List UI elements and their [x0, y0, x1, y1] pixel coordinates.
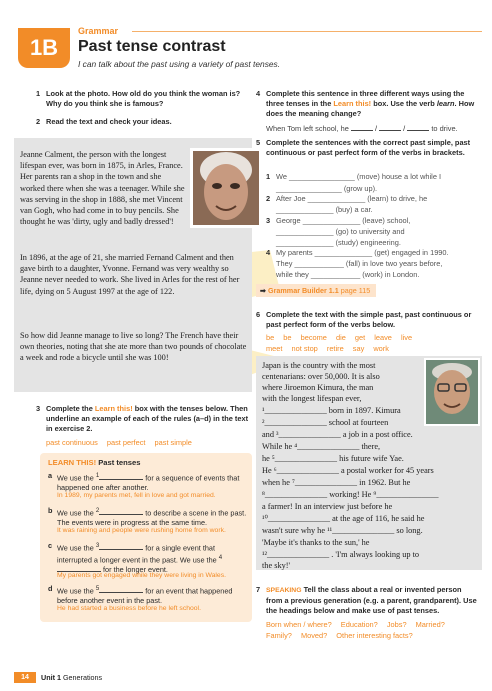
reading-line: he ⁵_______________ his future wife Yae. [262, 454, 404, 463]
separator: / [403, 124, 406, 133]
rule-text [57, 541, 249, 575]
reading-line: the sky!' [262, 561, 290, 570]
reading-line: and ³_______________ a job in a post office. [262, 430, 413, 439]
rule-letter: c [48, 541, 53, 550]
heading-option: Married? [415, 620, 445, 629]
heading-list-2 [266, 631, 420, 640]
answer-blank[interactable] [99, 473, 143, 480]
exercise-3 [36, 404, 252, 434]
answer-blank[interactable] [99, 543, 143, 550]
word-option: work [373, 344, 389, 353]
heading-list-1 [266, 620, 452, 629]
page-footer [14, 672, 254, 684]
elderly-woman-photo [190, 148, 262, 228]
rule-text-part: We use the [57, 473, 96, 483]
rule-example: It was raining and people were rushing home from work. [57, 527, 226, 534]
reading-paragraph: In 1896, at the age of 21, she married Fernand Calment and then gave birth to a daughter, Yvonne. Fernand was very wealthy so Jeanne never needed to work. She lived in Arles for the rest of her life, dying on 5 August 1997 at the age of 122. [20, 253, 240, 296]
rule-example: My parents got engaged while they were living in Wales. [57, 572, 227, 579]
instruction-part: Complete the [46, 404, 95, 413]
word-option: past simple [154, 438, 192, 447]
answer-blank[interactable] [407, 124, 429, 131]
word-option: retire [326, 344, 344, 353]
reading-text-kimura [256, 356, 482, 570]
sentence-part: to drive. [431, 124, 458, 133]
answer-blank[interactable] [99, 586, 143, 593]
reading-line: ¹_______________ born in 1897. Kimura [262, 406, 401, 415]
reading-paragraph: Jeanne Calment, the person with the longest lifespan ever, was born in 1875, in Arles, France. Her parents ran a shop in the town and she worked there when she was a teenager. While she was serving in the shop in 1888, she met Vincent van Gogh, who had come in to buy pencils. She thought he was 'dirty, ugly and badly dressed'! [20, 150, 185, 227]
rule-text [57, 471, 249, 493]
item-number: 1 [266, 172, 271, 181]
header-divider [132, 31, 482, 32]
rule-b [48, 506, 248, 546]
exercise-number: 2 [36, 117, 41, 126]
word-option: leave [374, 333, 392, 342]
instruction-verb: learn [436, 99, 455, 108]
rule-text-part: for an event that happened before another event in the past. [57, 586, 233, 606]
exercise-number: 6 [256, 310, 261, 319]
heading-option: Born when / where? [266, 620, 332, 629]
exercise-number: 1 [36, 89, 41, 98]
exercise-1 [36, 89, 250, 109]
exercise-number: 5 [256, 138, 261, 147]
learn-this-title [48, 458, 140, 467]
rule-text-part: We use the [57, 586, 96, 596]
rule-text [57, 506, 249, 528]
heading-option: Jobs? [386, 620, 407, 629]
exercise-2 [36, 117, 250, 127]
word-option: say [352, 344, 365, 353]
rule-text-part: We use the [57, 543, 96, 553]
exercise-6 [256, 310, 480, 330]
reading-line: a farmer! In an interview just before he [262, 502, 393, 511]
word-option: live [400, 333, 413, 342]
item-line: while they ____________ (work) in London. [276, 270, 420, 279]
instruction-highlight: Learn this! [94, 404, 133, 413]
item-number: 2 [266, 194, 271, 203]
tense-word-list [46, 438, 199, 447]
learn-this-box [40, 453, 252, 622]
item-line: They ____________ (fall) in love two years before, [276, 259, 443, 268]
exercise-number: 3 [36, 404, 41, 413]
word-option: past continuous [46, 438, 98, 447]
grammar-builder-page: page 115 [340, 286, 371, 295]
heading-option: Other interesting facts? [336, 631, 413, 640]
reading-line: ¹⁰_______________ at the age of 116, he said he [262, 514, 425, 523]
learn-this-topic: Past tenses [98, 458, 141, 467]
word-option: past perfect [106, 438, 146, 447]
rule-text-part: for the longer event. [101, 565, 168, 575]
rule-text-part: for a sequence of events that happened one after another. [57, 473, 240, 493]
reading-line: ²_______________ school at fourteen [262, 418, 389, 427]
reading-line: Japan is the country with the most [262, 361, 376, 370]
item-line: ______________ (go) to university and [276, 227, 405, 236]
separator: / [374, 124, 378, 133]
page-number: 14 [14, 672, 36, 683]
reading-line: He ⁶_______________ a postal worker for 45 years [262, 466, 434, 475]
rule-c [48, 541, 248, 589]
exercise-4-sentence [266, 124, 482, 134]
exercise-instruction: Tell the class about a real or invented person from a previous generation (e.g. a parent, grandparent). Use the headings below and make use of past tenses. [266, 585, 477, 615]
word-option: meet [266, 344, 283, 353]
reading-line: 'Maybe it's thanks to the sun,' he [262, 538, 370, 547]
item-line: After Joe ______________ (learn) to drive, he [276, 194, 428, 203]
item-line: ______________ (study) engineering. [276, 238, 401, 247]
reading-line: centenarians: over 50,000. It is also [262, 372, 380, 381]
unit-label [41, 673, 102, 682]
instruction-part: box with the tenses below. Then underline an example of each of the rules (a–d) in the text in exercise 2. [46, 404, 249, 433]
word-option: not stop [291, 344, 318, 353]
item-line: George ______________ (leave) school, [276, 216, 411, 225]
unit-number: Unit 1 [41, 673, 61, 682]
item-line: ________________ (grow up). [276, 184, 378, 193]
answer-blank[interactable] [351, 124, 373, 131]
exercise-instruction: Look at the photo. How old do you think the woman is? Why do you think she is famous? [46, 89, 241, 108]
exercise-instruction: Complete the sentences with the correct past simple, past continuous or past perfect form of the verbs in brackets. [266, 138, 471, 157]
item-number: 4 [266, 248, 271, 257]
rule-text-part: We use the [57, 508, 96, 518]
blank-number: 5 [95, 585, 100, 592]
exercise-instruction: Read the text and check your ideas. [46, 117, 172, 126]
exercise-instruction: Complete the text with the simple past, past continuous or past perfect form of the verbs below. [266, 310, 472, 329]
blank-number: 2 [95, 507, 100, 514]
reading-line: ⁸_______________ working! He ⁹_______________ [262, 490, 439, 499]
blank-number: 4 [218, 554, 223, 562]
speaking-label: SPEAKING [266, 587, 302, 594]
answer-blank[interactable] [379, 124, 401, 131]
rule-text [57, 584, 249, 606]
word-option: be [266, 333, 275, 342]
exercise-7 [256, 585, 480, 616]
lesson-badge: 1B [18, 28, 70, 68]
rule-example: In 1989, my parents met, fell in love and got married. [57, 492, 216, 499]
page-header [14, 26, 482, 74]
reading-line: when he ⁷_______________ in 1962. But he [262, 478, 411, 487]
section-label: Grammar [78, 26, 119, 36]
page-title: Past tense contrast [78, 38, 226, 55]
blank-number: 3 [95, 542, 100, 549]
blank-number: 1 [95, 472, 100, 479]
rule-d [48, 584, 248, 620]
instruction-highlight: Learn this! [333, 99, 372, 108]
instruction-part: . How does the meaning change? [266, 99, 475, 118]
heading-option: Moved? [300, 631, 328, 640]
heading-option: Education? [340, 620, 378, 629]
rule-example: He had started a business before he left school. [57, 605, 201, 612]
word-option: be [283, 333, 292, 342]
word-option: get [354, 333, 366, 342]
item-line: We ________________ (move) house a lot while I [276, 172, 442, 181]
sentence-part: When Tom left school, he [266, 124, 349, 133]
rule-text-part: for a single event that interrupted a longer event in the past. We use the [57, 543, 219, 565]
heading-option: Family? [266, 631, 292, 640]
verb-word-list-1 [266, 333, 419, 342]
learn-this-label: LEARN THIS! [48, 458, 97, 467]
reading-line: ¹²_______________ . 'I'm always looking up to [262, 550, 420, 559]
item-number: 3 [266, 216, 271, 225]
rule-letter: d [48, 584, 53, 593]
elderly-man-photo [424, 358, 480, 426]
reading-line: While he ⁴_______________ there, [262, 442, 381, 451]
rule-a [48, 471, 248, 511]
rule-text-part: to describe a scene in the past. The events were in progress at the same time. [57, 508, 247, 528]
exercise-number: 7 [256, 585, 261, 594]
reading-line: where Jiroemon Kimura, the man [262, 383, 374, 392]
rule-letter: a [48, 471, 53, 480]
unit-name: Generations [62, 673, 103, 682]
verb-word-list-2 [266, 344, 396, 353]
word-option: become [300, 333, 327, 342]
word-option: die [335, 333, 346, 342]
item-line: ______________ (buy) a car. [276, 205, 373, 214]
reading-paragraph: So how did Jeanne manage to live so long? The French have their own theories, noting that she ate more than two pounds of chocolate a week and rode a bicycle until she was 100! [20, 331, 247, 363]
grammar-builder-link[interactable] [256, 284, 376, 297]
item-line: My parents ______________ (get) engaged in 1990. [276, 248, 449, 257]
instruction-part: box. Use the verb [371, 99, 437, 108]
reading-text-calment [14, 138, 252, 392]
reading-line: with the longest lifespan ever, [262, 394, 362, 403]
arrow-icon: ➡ [260, 286, 267, 295]
exercise-number: 4 [256, 89, 261, 98]
exercise-5 [256, 138, 480, 158]
reading-line: wasn't sure why he ¹¹_______________ so long. [262, 526, 423, 535]
answer-blank[interactable] [99, 508, 143, 515]
rule-letter: b [48, 506, 53, 515]
exercise-4 [256, 89, 480, 119]
instruction-part: Complete this sentence in three different ways using the three tenses in the [266, 89, 465, 108]
grammar-builder-label: Grammar Builder 1.1 [268, 286, 339, 295]
page-subtitle: I can talk about the past using a variety of past tenses. [78, 59, 281, 69]
